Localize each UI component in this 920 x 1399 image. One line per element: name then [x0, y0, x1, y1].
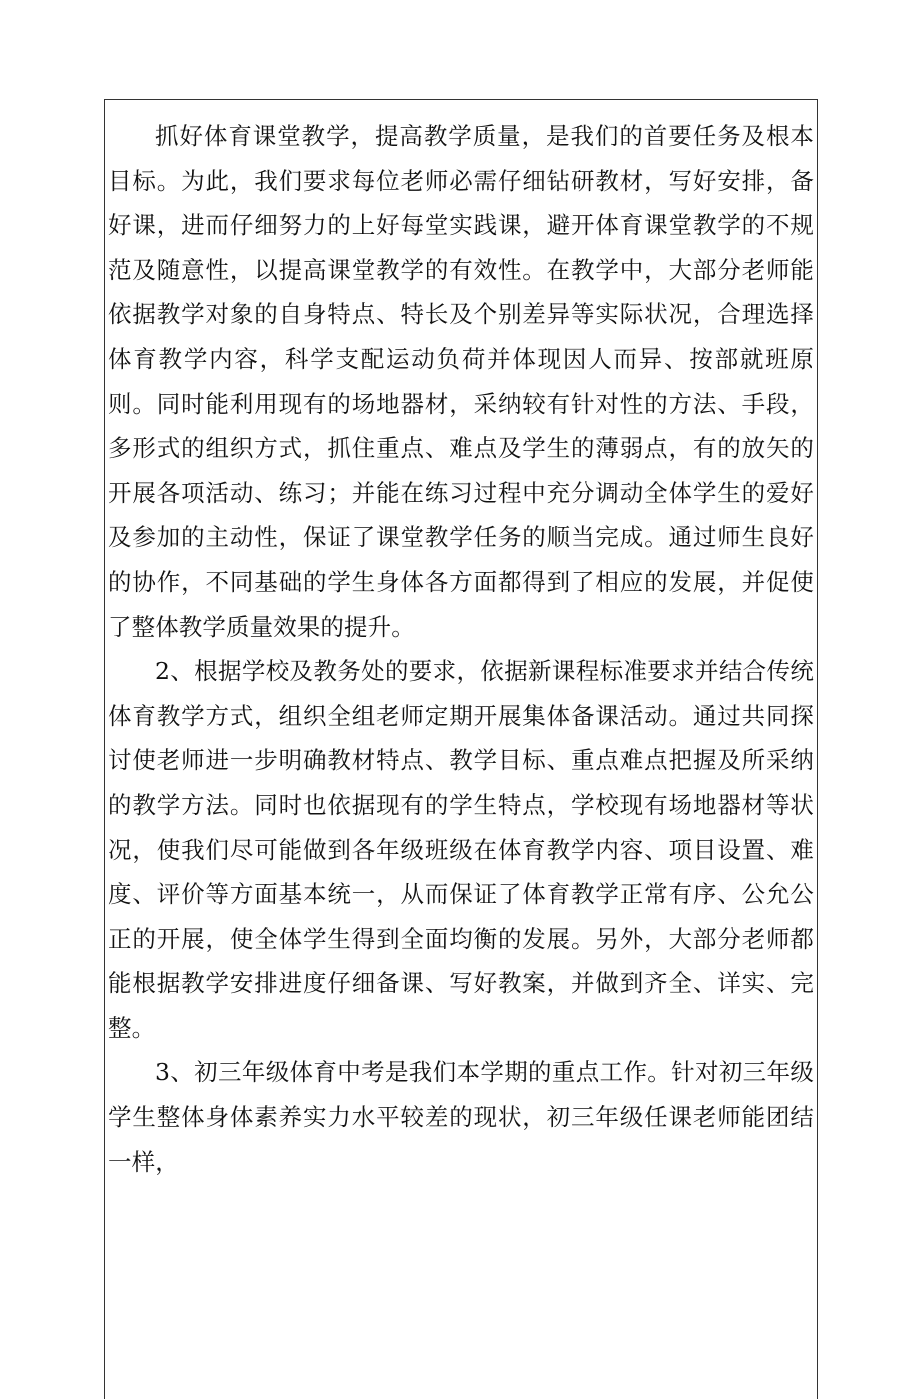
paragraph-grade-nine-pe-exam: 3、初三年级体育中考是我们本学期的重点工作。针对初三年级学生整体身体素养实力水平较差的现状，初三年级任课老师能团结一样，	[108, 1058, 814, 1176]
paragraph-collective-lesson-prep: 2、根据学校及教务处的要求，依据新课程标准要求并结合传统体育教学方式，组织全组老师定期开展集体备课活动。通过共同探讨使老师进一步明确教材特点、教学目标、重点难点把握及所采纳的教学方法。同时也依据现有的学生特点，学校现有场地器材等状况，使我们尽可能做到各年级班级在体育教学内容、项目设置、难度、评价等方面基本统一，从而保证了体育教学正常有序、公允公正的开展，使全体学生得到全面均衡的发展。另外，大部分老师都能根据教学安排进度仔细备课、写好教案，并做到齐全、详实、完整。	[108, 657, 814, 1042]
paragraph-teaching-quality: 抓好体育课堂教学，提高教学质量，是我们的首要任务及根本目标。为此，我们要求每位老师必需仔细钻研教材，写好安排，备好课，进而仔细努力的上好每堂实践课，避开体育课堂教学的不规范及随意性，以提高课堂教学的有效性。在教学中，大部分老师能依据教学对象的自身特点、特长及个别差异等实际状况，合理选择体育教学内容，科学支配运动负荷并体现因人而异、按部就班原则。同时能利用现有的场地器材，采纳较有针对性的方法、手段，多形式的组织方式，抓住重点、难点及学生的薄弱点，有的放矢的开展各项活动、练习；并能在练习过程中充分调动全体学生的爱好及参加的主动性，保证了课堂教学任务的顺当完成。通过师生良好的协作，不同基础的学生身体各方面都得到了相应的发展，并促使了整体教学质量效果的提升。	[108, 122, 814, 641]
document-body	[108, 114, 814, 1184]
document-table-cell	[104, 99, 818, 1399]
